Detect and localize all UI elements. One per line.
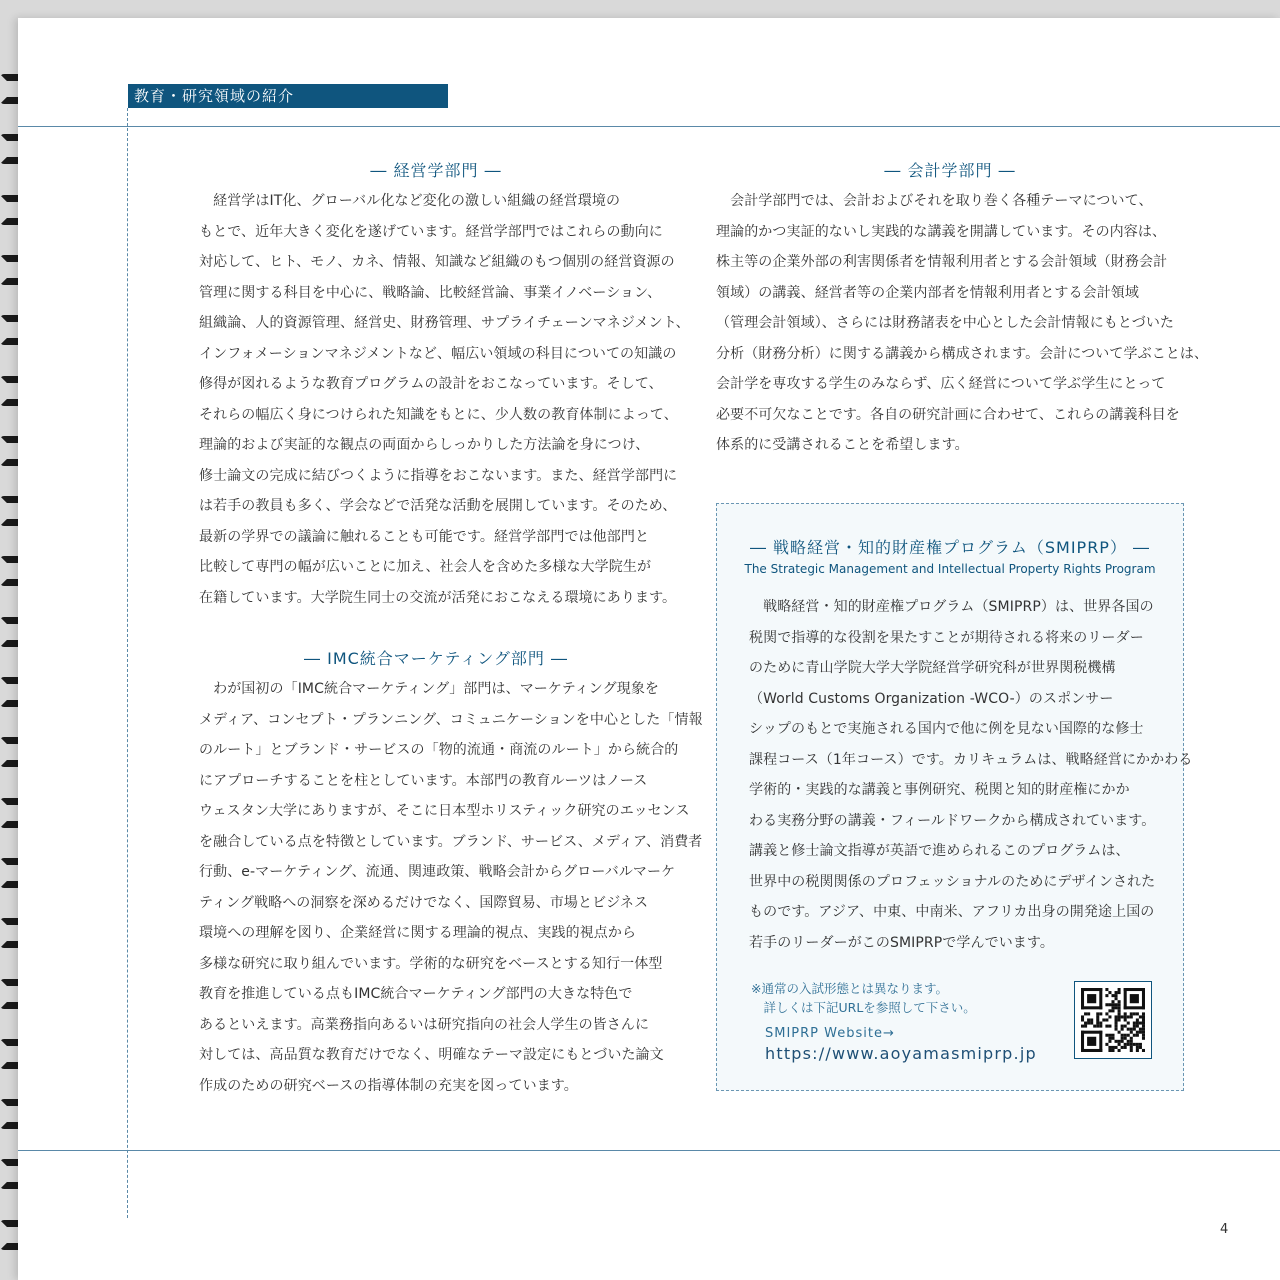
text-line: 課程コース（1年コース）です。カリキュラムは、戦略経営にかかわる [749, 751, 1193, 768]
text-line: を融合している点を特徴としています。ブランド、サービス、メディア、消費者 [199, 833, 703, 850]
note-line-2: 詳しくは下記URLを参照して下さい。 [751, 1000, 976, 1015]
smiprp-box [716, 503, 1193, 1091]
text-line: 環境への理解を図り、企業経営に関する理論的視点、実践的視点から [199, 925, 637, 941]
smiprp-note [751, 979, 976, 1017]
text-line: 領域）の講義、経営者等の企業内部者を情報利用者とする会計領域 [716, 284, 1139, 301]
text-line: ものです。アジア、中東、中南米、アフリカ出身の開発途上国の [749, 904, 1155, 920]
text-line: 修得が図れるような教育プログラムの設計をおこなっています。そして、 [199, 376, 663, 392]
qr-code-icon [1081, 988, 1145, 1052]
text-line: わる実務分野の講義・フィールドワークから構成されています。 [749, 812, 1156, 829]
management-body [199, 186, 690, 613]
text-line: 作成のための研究ベースの指導体制の充実を図っています。 [199, 1077, 578, 1094]
text-line: 理論的および実証的な観点の両面からしっかりした方法論を身につけ、 [199, 437, 650, 453]
text-line: 修士論文の完成に結びつくように指導をおこないます。また、経営学部門に [199, 467, 678, 484]
note-line-1: ※通常の入試形態とは異なります。 [751, 981, 948, 996]
text-line: 講義と修士論文指導が英語で進められるこのプログラムは、 [749, 843, 1130, 859]
text-line: 体系的に受講されることを希望します。 [716, 437, 969, 453]
smiprp-heading: ― 戦略経営・知的財産権プログラム（SMIPRP） ― [749, 538, 1151, 557]
text-line: 会計学を専攻する学生のみならず、広く経営について学ぶ学生にとって [716, 376, 1166, 392]
text-line: 多様な研究に取り組んでいます。学術的な研究をベースとする知行一体型 [199, 955, 663, 972]
website-label: SMIPRP Website→ [765, 1026, 895, 1041]
text-line: のルート」とブランド・サービスの「物的流通・商流のルート」から統合的 [199, 742, 679, 758]
text-line: 世界中の税関関係のプロフェッショナルのためにデザインされた [749, 873, 1156, 890]
text-line: 若手のリーダーがこのSMIPRPで学んでいます。 [749, 934, 1054, 951]
section-tab: 教育・研究領域の紹介 [128, 84, 448, 108]
text-line: もとで、近年大きく変化を遂げています。経営学部門ではこれらの動向に [199, 223, 663, 240]
text-line: 最新の学界での議論に触れることも可能です。経営学部門では他部門と [199, 528, 650, 545]
text-line: 分析（財務分析）に関する講義から構成されます。会計について学ぶことは、 [716, 345, 1209, 362]
accounting-body [716, 186, 1208, 461]
text-line: 管理に関する科目を中心に、戦略論、比較経営論、事業イノベーション、 [199, 284, 662, 301]
text-line: あるといえます。高業務指向あるいは研究指向の社会人学生の皆さんに [199, 1016, 650, 1033]
text-line: 税関で指導的な役割を果たすことが期待される将来のリーダー [749, 629, 1144, 646]
page-number: 4 [1220, 1222, 1229, 1237]
text-line: 必要不可欠なことです。各自の研究計画に合わせて、これらの講義科目を [716, 406, 1180, 423]
accounting-heading: ― 会計学部門 ― [884, 161, 1016, 180]
text-line: 戦略経営・知的財産権プログラム（SMIPRP）は、世界各国の [749, 599, 1154, 615]
text-line: インフォメーションマネジメントなど、幅広い領域の科目についての知識の [199, 345, 677, 362]
text-line: 行動、e-マーケティング、流通、関連政策、戦略会計からグローバルマーケ [199, 864, 676, 880]
text-line: ウェスタン大学にありますが、そこに日本型ホリスティック研究のエッセンス [199, 803, 690, 819]
bottom-guide-line [18, 1150, 1280, 1151]
text-line: は若手の教員も多く、学会などで活発な活動を展開しています。そのため、 [199, 498, 677, 514]
text-line: 理論的かつ実証的ないし実践的な講義を開講しています。その内容は、 [716, 223, 1167, 240]
text-line: のために青山学院大学大学院経営学研究科が世界関税機構 [749, 660, 1116, 676]
text-line: わが国初の「IMC統合マーケティング」部門は、マーケティング現象を [199, 681, 660, 697]
text-line: 経営学はIT化、グローバル化など変化の激しい組織の経営環境の [199, 193, 621, 209]
management-heading: ― 経営学部門 ― [370, 161, 502, 180]
text-line: 学術的・実践的な講義と事例研究、税関と知的財産権にかか [749, 782, 1130, 798]
text-line: 組織論、人的資源管理、経営史、財務管理、サプライチェーンマネジメント、 [199, 315, 690, 331]
text-line: 会計学部門では、会計およびそれを取り巻く各種テーマについて、 [716, 193, 1153, 209]
text-line: 対応して、ヒト、モノ、カネ、情報、知識など組織のもつ個別の経営資源の [199, 254, 675, 270]
text-line: （管理会計領域）、さらには財務諸表を中心とした会計情報にもとづいた [716, 315, 1175, 331]
text-line: （World Customs Organization -WCO-）のスポンサー [749, 690, 1114, 707]
text-line: シップのもとで実施される国内で他に例を見ない国際的な修士 [749, 721, 1144, 737]
text-line: 教育を推進している点もIMC統合マーケティング部門の大きな特色で [199, 986, 633, 1002]
text-line: 在籍しています。大学院生同士の交流が活発におこなえる環境にあります。 [199, 589, 677, 606]
text-line: 株主等の企業外部の利害関係者を情報利用者とする会計領域（財務会計 [716, 254, 1168, 270]
imc-heading: ― IMC統合マーケティング部門 ― [304, 649, 568, 668]
text-line: メディア、コンセプト・プランニング、コミュニケーションを中心とした「情報 [199, 711, 703, 728]
text-line: それらの幅広く身につけられた知識をもとに、少人数の教育体制によって、 [199, 406, 678, 423]
imc-body [199, 674, 703, 1101]
text-line: ティング戦略への洞察を深めるだけでなく、国際貿易、市場とビジネス [199, 894, 649, 911]
left-guide-line [127, 108, 128, 1218]
text-line: 対しては、高品質な教育だけでなく、明確なテーマ設定にもとづいた論文 [199, 1047, 664, 1063]
smiprp-body [749, 592, 1192, 958]
qr-code[interactable] [1074, 981, 1152, 1059]
text-line: 比較して専門の幅が広いことに加え、社会人を含めた多様な大学院生が [199, 559, 652, 575]
page [18, 18, 1280, 1280]
text-line: にアプローチすることを柱としています。本部門の教育ルーツはノース [199, 772, 648, 789]
smiprp-subheading: The Strategic Management and Intellectual Property Rights Program [744, 562, 1156, 576]
top-guide-line [18, 126, 1280, 127]
website-url[interactable]: https://www.aoyamasmiprp.jp [765, 1044, 1037, 1063]
